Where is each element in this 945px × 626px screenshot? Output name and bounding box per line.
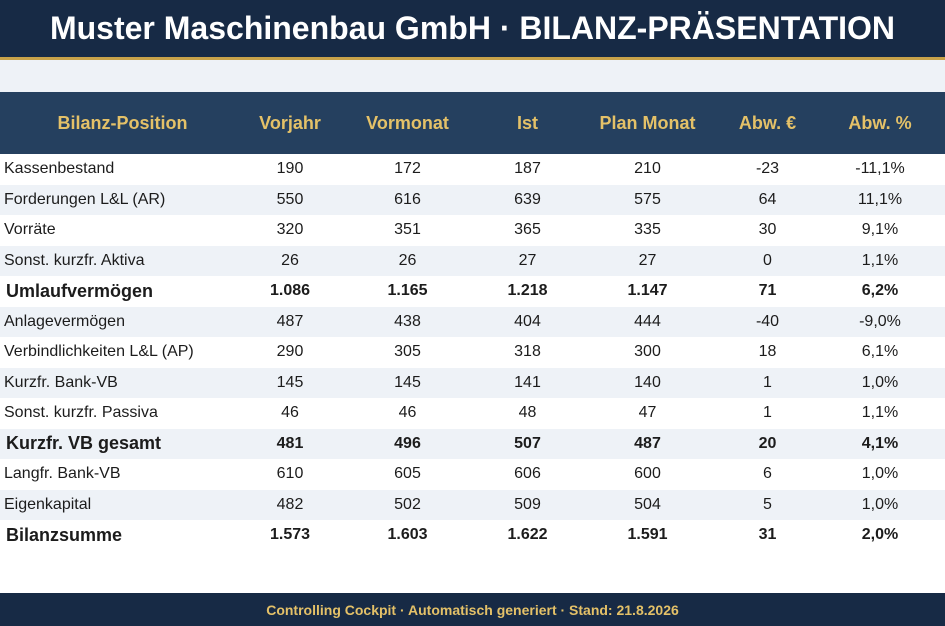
cell-plan-monat: 504 xyxy=(634,495,661,513)
cell-abw-eur: 30 xyxy=(758,221,777,239)
cell-vorjahr: 320 xyxy=(276,221,304,239)
column-header-abw-pct: Abw. % xyxy=(848,112,912,133)
cell-position: Eigenkapital xyxy=(4,495,92,513)
table-body xyxy=(0,154,945,551)
cell-vormonat: 605 xyxy=(394,465,421,483)
cell-abw-eur: 5 xyxy=(763,495,772,513)
cell-ist: 141 xyxy=(514,373,541,391)
cell-abw-pct: 1,0% xyxy=(861,373,899,391)
cell-position: Umlaufvermögen xyxy=(6,280,154,301)
cell-ist: 187 xyxy=(514,160,541,178)
cell-abw-pct: 1,1% xyxy=(861,251,899,269)
column-header-vormonat: Vormonat xyxy=(366,112,449,133)
cell-position: Kurzfr. VB gesamt xyxy=(6,433,162,454)
cell-position: Kurzfr. Bank-VB xyxy=(4,373,118,391)
cell-abw-pct: -11,1% xyxy=(855,160,905,178)
cell-abw-pct: 2,0% xyxy=(861,526,899,544)
cell-ist: 1.218 xyxy=(507,282,548,300)
cell-vormonat: 26 xyxy=(398,251,417,269)
table-row xyxy=(0,368,945,399)
table-row-subtotal xyxy=(0,520,945,551)
footer-text: Controlling Cockpit · Automatisch generiert · Stand: 21.8.2026 xyxy=(266,601,679,618)
column-header-plan-monat: Plan Monat xyxy=(599,112,696,133)
cell-vorjahr: 1.573 xyxy=(269,526,311,544)
cell-abw-eur: -23 xyxy=(755,160,780,178)
cell-abw-eur: -40 xyxy=(755,312,780,330)
cell-ist: 509 xyxy=(514,495,541,513)
cell-ist: 606 xyxy=(514,465,541,483)
cell-abw-eur: 18 xyxy=(758,343,777,361)
cell-vorjahr: 487 xyxy=(276,312,304,330)
cell-abw-eur: 6 xyxy=(763,465,772,483)
spacer-band xyxy=(0,60,945,92)
cell-abw-pct: 9,1% xyxy=(861,221,899,239)
cell-position: Kassenbestand xyxy=(4,160,115,178)
cell-abw-pct: 11,1% xyxy=(857,190,903,208)
cell-vorjahr: 190 xyxy=(276,160,304,178)
cell-abw-eur: 20 xyxy=(758,434,777,452)
table-row xyxy=(0,185,945,216)
cell-abw-eur: 31 xyxy=(758,526,777,544)
cell-abw-eur: 64 xyxy=(758,190,777,208)
table-row-subtotal xyxy=(0,429,945,460)
cell-position: Forderungen L&L (AR) xyxy=(4,190,166,208)
cell-plan-monat: 27 xyxy=(638,251,657,269)
cell-abw-pct: 1,0% xyxy=(861,495,899,513)
cell-vormonat: 1.603 xyxy=(387,526,428,544)
cell-vormonat: 172 xyxy=(394,160,421,178)
table-header-row xyxy=(0,92,945,154)
cell-plan-monat: 47 xyxy=(638,404,657,422)
cell-ist: 404 xyxy=(514,312,541,330)
cell-abw-pct: -9,0% xyxy=(859,312,901,330)
table-row xyxy=(0,459,945,490)
cell-vorjahr: 290 xyxy=(276,343,304,361)
table-row xyxy=(0,490,945,521)
cell-plan-monat: 300 xyxy=(634,343,661,361)
cell-position: Vorräte xyxy=(4,221,56,239)
title-bar xyxy=(0,0,945,60)
cell-vormonat: 145 xyxy=(394,373,421,391)
cell-abw-pct: 1,0% xyxy=(861,465,899,483)
cell-ist: 27 xyxy=(518,251,537,269)
footer-bar xyxy=(0,593,945,626)
cell-vormonat: 1.165 xyxy=(387,282,428,300)
table-row xyxy=(0,154,945,185)
column-header-ist: Ist xyxy=(516,112,538,133)
column-header-vorjahr: Vorjahr xyxy=(259,112,321,133)
cell-vorjahr: 481 xyxy=(276,434,304,452)
cell-vormonat: 351 xyxy=(394,221,421,239)
cell-ist: 318 xyxy=(514,343,541,361)
cell-vorjahr: 610 xyxy=(276,465,304,483)
column-header-position: Bilanz-Position xyxy=(57,112,188,133)
table-row xyxy=(0,337,945,368)
balance-table xyxy=(0,92,945,551)
cell-abw-pct: 6,1% xyxy=(861,343,899,361)
cell-plan-monat: 1.147 xyxy=(627,282,668,300)
cell-plan-monat: 140 xyxy=(634,373,661,391)
cell-abw-eur: 71 xyxy=(758,282,777,300)
cell-position: Sonst. kurzfr. Aktiva xyxy=(4,251,145,269)
cell-vormonat: 496 xyxy=(394,434,421,452)
cell-position: Sonst. kurzfr. Passiva xyxy=(4,404,158,422)
cell-abw-eur: 1 xyxy=(763,373,772,391)
table-row xyxy=(0,398,945,429)
cell-position: Langfr. Bank-VB xyxy=(4,465,121,483)
cell-position: Verbindlichkeiten L&L (AP) xyxy=(4,343,194,361)
cell-plan-monat: 335 xyxy=(634,221,661,239)
cell-abw-pct: 6,2% xyxy=(861,282,899,300)
cell-vormonat: 305 xyxy=(394,343,421,361)
cell-vormonat: 46 xyxy=(398,404,417,422)
cell-ist: 48 xyxy=(518,404,537,422)
cell-position: Bilanzsumme xyxy=(6,524,123,545)
cell-abw-eur: 1 xyxy=(763,404,772,422)
cell-plan-monat: 487 xyxy=(634,434,661,452)
cell-vorjahr: 482 xyxy=(276,495,304,513)
cell-plan-monat: 444 xyxy=(634,312,661,330)
cell-ist: 365 xyxy=(514,221,541,239)
cell-plan-monat: 210 xyxy=(634,160,661,178)
cell-vormonat: 438 xyxy=(394,312,421,330)
cell-vorjahr: 46 xyxy=(281,404,299,422)
cell-plan-monat: 575 xyxy=(634,190,661,208)
cell-plan-monat: 1.591 xyxy=(627,526,668,544)
cell-plan-monat: 600 xyxy=(634,465,661,483)
cell-vorjahr: 145 xyxy=(276,373,304,391)
cell-position: Anlagevermögen xyxy=(4,312,125,330)
table-row-subtotal xyxy=(0,276,945,307)
cell-abw-pct: 1,1% xyxy=(861,404,899,422)
cell-abw-pct: 4,1% xyxy=(861,434,899,452)
cell-ist: 507 xyxy=(514,434,541,452)
cell-vorjahr: 1.086 xyxy=(269,282,311,300)
column-header-abw-eur: Abw. € xyxy=(738,112,797,133)
table-row xyxy=(0,215,945,246)
table-row xyxy=(0,307,945,338)
cell-vorjahr: 550 xyxy=(276,190,304,208)
page-title: Muster Maschinenbau GmbH · BILANZ-PRÄSENTATION xyxy=(49,10,896,46)
table-row xyxy=(0,246,945,277)
cell-abw-eur: 0 xyxy=(763,251,772,269)
cell-vorjahr: 26 xyxy=(281,251,299,269)
cell-ist: 1.622 xyxy=(507,526,548,544)
cell-ist: 639 xyxy=(514,190,541,208)
cell-vormonat: 502 xyxy=(394,495,421,513)
cell-vormonat: 616 xyxy=(394,190,421,208)
